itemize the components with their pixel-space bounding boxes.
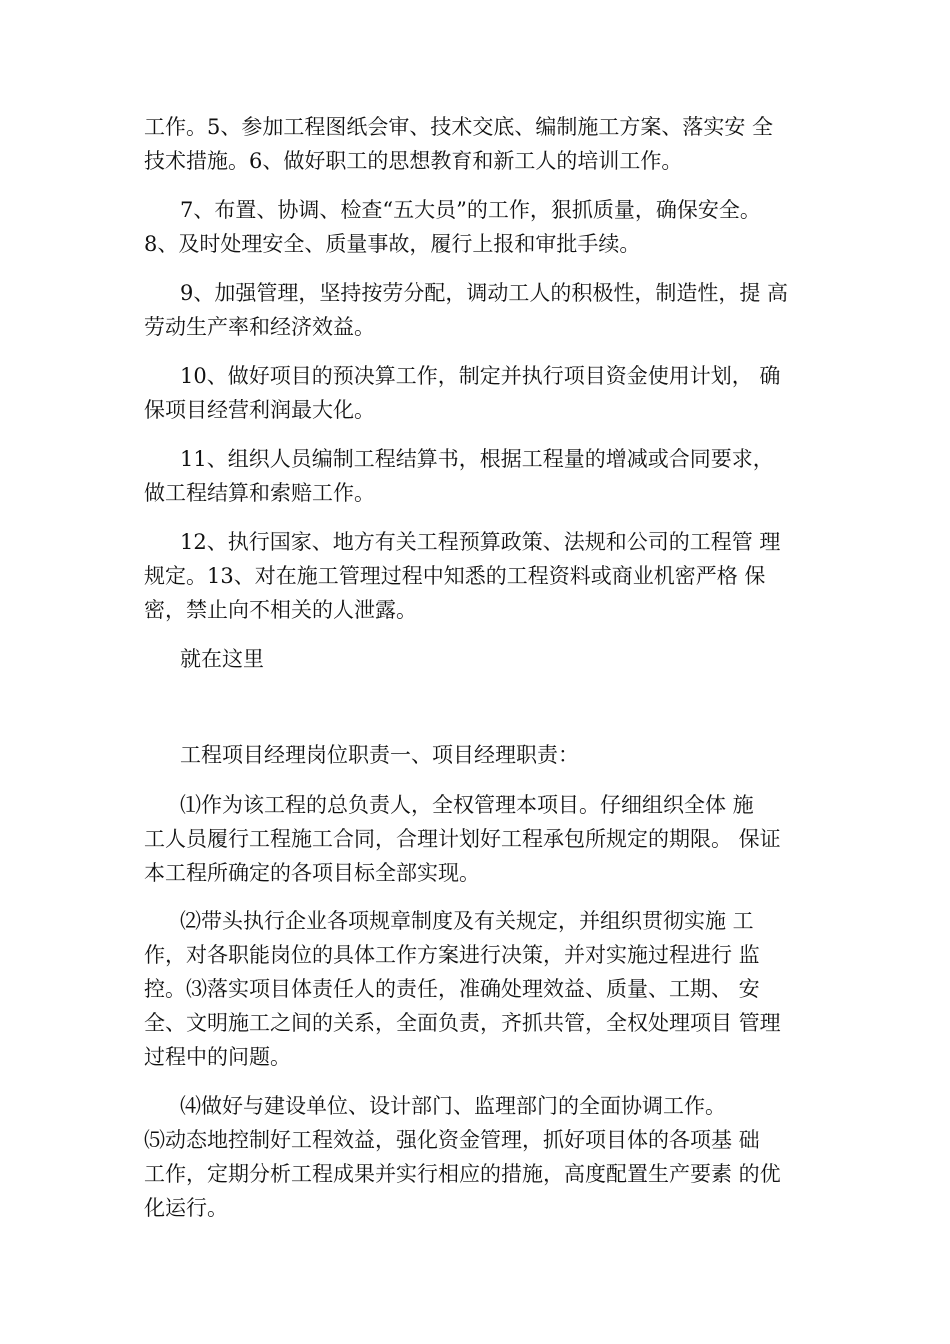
text-line: 7、布置、协调、检查“五大员”的工作，狠抓质量，确保安全。 <box>180 198 761 222</box>
text-line: 全、文明施工之间的关系，全面负责，齐抓共管，全权处理项目 管理 <box>144 1011 781 1035</box>
section-heading <box>144 738 834 772</box>
text-line: 本工程所确定的各项目标全部实现。 <box>144 861 480 885</box>
paragraph-1 <box>144 110 834 178</box>
paragraph-9 <box>144 788 834 890</box>
text-line: 做工程结算和索赔工作。 <box>144 481 375 505</box>
text-line: 作，对各职能岗位的具体工作方案进行决策，并对实施过程进行 监 <box>144 943 760 967</box>
text-line: 化运行。 <box>144 1196 228 1220</box>
text-line: 工人员履行工程施工合同，合理计划好工程承包所规定的期限。 保证 <box>144 827 781 851</box>
text-line: 控。⑶落实项目体责任人的责任，准确处理效益、质量、工期、 安 <box>144 977 760 1001</box>
paragraph-3 <box>144 276 834 344</box>
paragraph-7 <box>144 642 834 676</box>
text-line: 就在这里 <box>180 647 264 671</box>
text-line: 过程中的问题。 <box>144 1045 291 1069</box>
text-line: ⑸动态地控制好工程效益，强化资金管理，抓好项目体的各项基 础 <box>144 1128 760 1152</box>
text-line: 保项目经营利润最大化。 <box>144 398 375 422</box>
heading-line: 工程项目经理岗位职责一、项目经理职责： <box>180 743 579 767</box>
text-line: 10、做好项目的预决算工作，制定并执行项目资金使用计划， 确 <box>180 364 781 388</box>
text-line: 技术措施。6、做好职工的思想教育和新工人的培训工作。 <box>144 149 683 173</box>
text-line: 8、及时处理安全、质量事故，履行上报和审批手续。 <box>144 232 641 256</box>
paragraph-4 <box>144 359 834 427</box>
paragraph-5 <box>144 442 834 510</box>
paragraph-6 <box>144 525 834 627</box>
paragraph-10 <box>144 904 834 1074</box>
text-line: 9、加强管理，坚持按劳分配，调动工人的积极性，制造性，提 高 <box>180 281 789 305</box>
text-line: 工作。5、参加工程图纸会审、技术交底、编制施工方案、落实安 全 <box>144 115 774 139</box>
text-line: 工作，定期分析工程成果并实行相应的措施，高度配置生产要素 的优 <box>144 1162 781 1186</box>
paragraph-11 <box>144 1089 834 1225</box>
text-line: ⑷做好与建设单位、设计部门、监理部门的全面协调工作。 <box>180 1094 726 1118</box>
text-line: ⑴作为该工程的总负责人，全权管理本项目。仔细组织全体 施 <box>180 793 754 817</box>
text-line: 劳动生产率和经济效益。 <box>144 315 375 339</box>
paragraph-2 <box>144 193 834 261</box>
text-line: ⑵带头执行企业各项规章制度及有关规定，并组织贯彻实施 工 <box>180 909 754 933</box>
text-line: 密，禁止向不相关的人泄露。 <box>144 598 417 622</box>
text-line: 11、组织人员编制工程结算书，根据工程量的增减或合同要求， <box>180 447 774 471</box>
text-line: 规定。13、对在施工管理过程中知悉的工程资料或商业机密严格 保 <box>144 564 766 588</box>
text-line: 12、执行国家、地方有关工程预算政策、法规和公司的工程管 理 <box>180 530 781 554</box>
